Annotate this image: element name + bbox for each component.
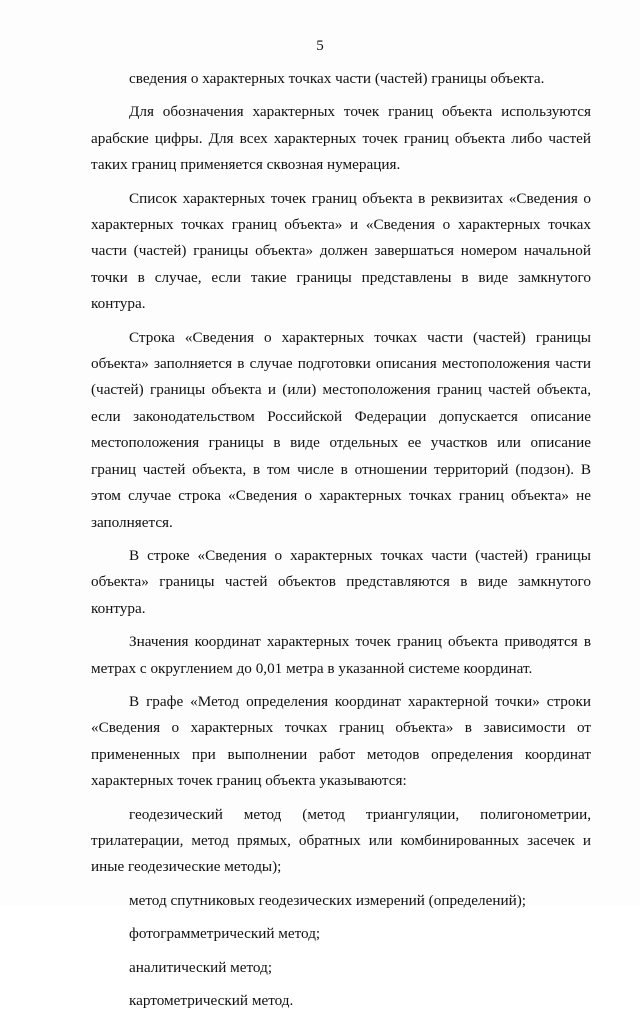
page-number: 5: [316, 38, 324, 54]
paragraph-7: В графе «Метод определения координат характерной точки» строки «Сведения о характерных точках границ объекта» в зависимости от примененных при выполнении работ методов определения координат характерных точек границ объекта указываются:: [91, 692, 591, 790]
list-item-analytical-method: аналитический метод;: [129, 958, 273, 976]
list-item-geodetic-method: геодезический метод (метод триангуляции, полигонометрии, трилатерации, метод прямых, обратных или комбинированных засечек и иные геодезические методы);: [91, 805, 591, 876]
paragraph-3: Список характерных точек границ объекта в реквизитах «Сведения о характерных точках границ объекта» и «Сведения о характерных точках части (частей) границы объекта» должен завершаться номером начальной точки в случае, если такие границы представлены в виде замкнутого контура.: [91, 189, 591, 313]
list-item-satellite-method: метод спутниковых геодезических измерений (определений);: [129, 891, 527, 909]
page-body: [91, 66, 591, 1014]
paragraph-5: В строке «Сведения о характерных точках части (частей) границы объекта» границы частей объектов представляются в виде замкнутого контура.: [91, 546, 591, 617]
paragraph-6: Значения координат характерных точек границ объекта приводятся в метрах с округлением до 0,01 метра в указанной системе координат.: [91, 633, 591, 677]
paragraph-1: сведения о характерных точках части (частей) границы объекта.: [129, 70, 545, 87]
list-item-photogrammetric-method: фотограмметрический метод;: [129, 925, 321, 943]
paragraph-4: Строка «Сведения о характерных точках части (частей) границы объекта» заполняется в случае подготовки описания местоположения части (частей) границы объекта и (или) местоположения границ частей объекта, если законодательством Российской Федерации допускается описание местоположения границы в виде отдельных ее участков или описание границ частей объекта, в том числе в отношении территорий (подзон). В этом случае строка «Сведения о характерных точках границ объекта» не заполняется.: [91, 328, 591, 531]
list-item-cartometric-method: картометрический метод.: [129, 992, 294, 1009]
paragraph-2: Для обозначения характерных точек границ объекта используются арабские цифры. Для всех характерных точек границ объекта либо частей таких границ применяется сквозная нумерация.: [91, 103, 591, 174]
